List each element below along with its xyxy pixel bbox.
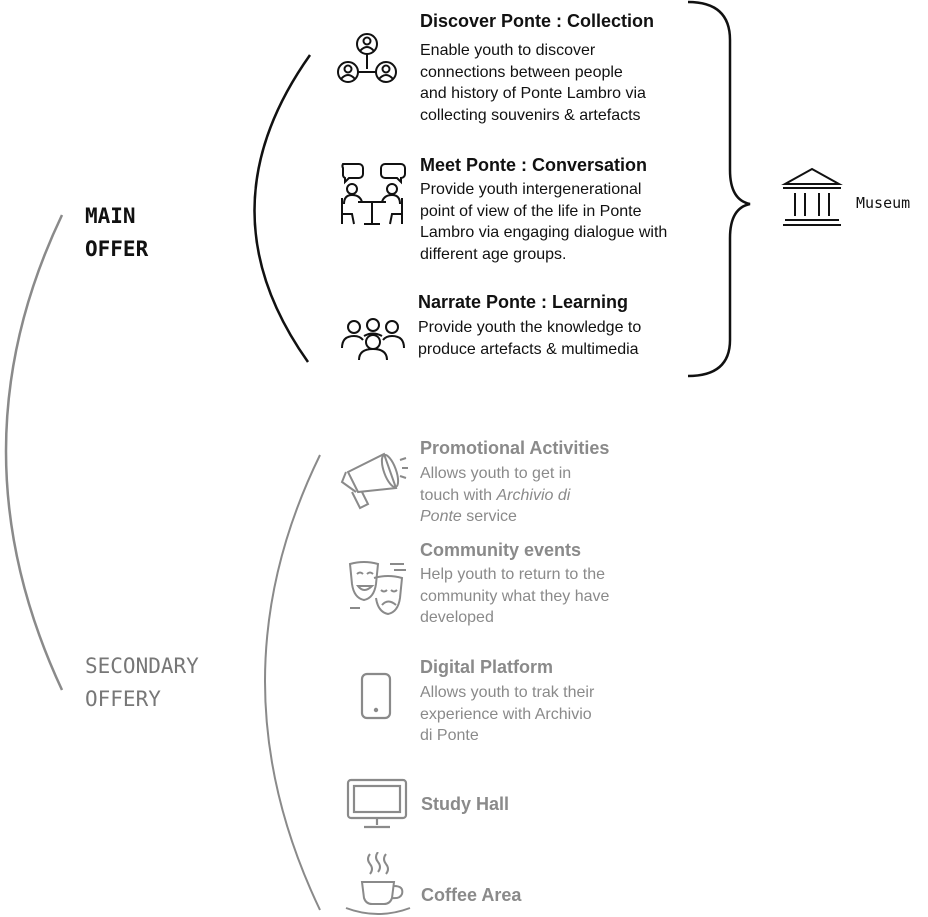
- secondary-offer-label: SECONDARY OFFERY: [85, 654, 199, 711]
- main-arc: [254, 55, 310, 362]
- curly-brace: [688, 2, 750, 376]
- group-icon: [340, 318, 406, 362]
- coffee-cup-icon: [344, 852, 412, 916]
- promotional-title: Promotional Activities: [420, 438, 610, 458]
- conversation-icon: [338, 162, 406, 228]
- study-hall-title: Study Hall: [421, 794, 510, 814]
- meet-desc: Provide youth intergenerational point of view of the life in Ponte Lambro via engaging dialogue with different age groups.: [420, 181, 668, 263]
- secondary-arc: [265, 455, 320, 910]
- monitor-icon: [346, 778, 408, 830]
- theater-masks-icon: [346, 560, 408, 616]
- digital-title: Digital Platform: [420, 657, 554, 677]
- coffee-area-title: Coffee Area: [421, 885, 522, 905]
- community-title: Community events: [420, 540, 582, 560]
- discover-desc: Enable youth to discover connections between people and history of Ponte Lambro via collecting souvenirs & artefacts: [420, 42, 646, 124]
- megaphone-icon: [340, 448, 412, 510]
- narrate-desc: Provide youth the knowledge to produce artefacts & multimedia: [418, 319, 642, 358]
- outer-arc: [6, 215, 62, 690]
- museum-label: Museum: [856, 194, 911, 212]
- discover-title: Discover Ponte : Collection: [420, 11, 655, 31]
- digital-desc: Allows youth to trak their experience with Archivio di Ponte: [420, 684, 595, 744]
- main-offer-label: MAIN OFFER: [85, 204, 149, 261]
- community-desc: Help youth to return to the community what they have developed: [420, 566, 610, 626]
- narrate-title: Narrate Ponte : Learning: [418, 292, 629, 312]
- network-people-icon: [336, 33, 398, 87]
- smartphone-icon: [360, 672, 392, 720]
- meet-title: Meet Ponte : Conversation: [420, 155, 648, 175]
- promotional-desc: Allows youth to get in touch with Archivio di Ponte service: [420, 465, 572, 525]
- museum-icon: [781, 167, 843, 229]
